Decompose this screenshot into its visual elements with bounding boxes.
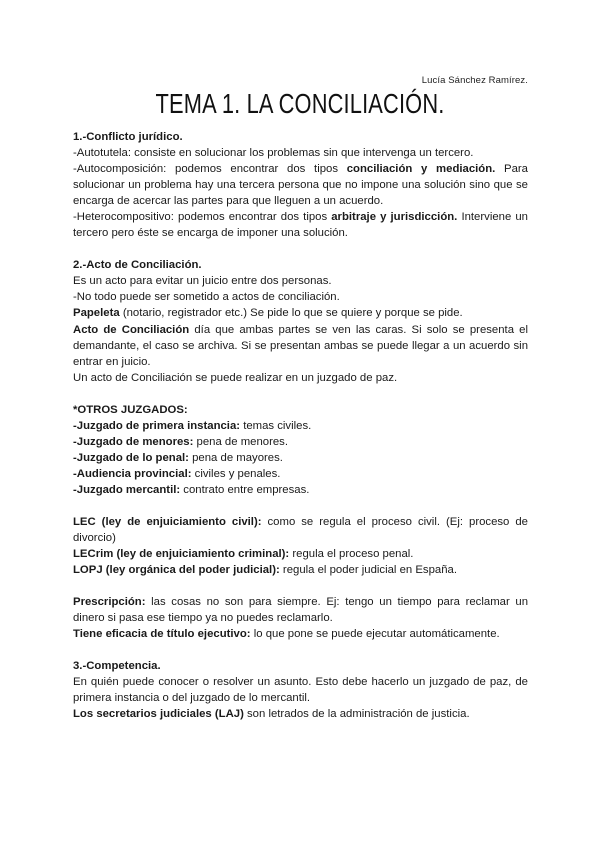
- list-item: -Juzgado de menores: pena de menores.: [73, 435, 288, 448]
- paragraph-lec: LEC (ley de enjuiciamiento civil): como se regula el proceso civil. (Ej: proceso de divorcio): [73, 515, 528, 545]
- paragraph-competencia: En quién puede conocer o resolver un asunto. Esto debe hacerlo un juzgado de paz, de primera instancia o del juzgado de lo mercantil.: [73, 676, 528, 705]
- page-title: TEMA 1. LA CONCILIACIÓN.: [155, 88, 445, 119]
- paragraph-heterocompositivo: -Heterocompositivo: podemos encontrar dos tipos arbitraje y jurisdicción. Interviene un tercero pero éste se encarga de imponer una solución.: [73, 211, 528, 240]
- document-body: [73, 129, 528, 723]
- paragraph-acto-conciliacion: Acto de Conciliación día que ambas partes se ven las caras. Si solo se presenta el demandante, el caso se archiva. Si se presentan ambas se puede llegar a un acuerdo sin entrar en juicio.: [73, 323, 528, 368]
- paragraph-autocomposicion: -Autocomposición: podemos encontrar dos tipos conciliación y mediación. Para solucionar un problema hay una tercera persona que no impone una solución sino que se encarga de acercar las partes para que lleguen a un acuerdo.: [73, 163, 528, 208]
- section-heading-otros: *OTROS JUZGADOS:: [73, 403, 188, 416]
- list-item: -Juzgado de primera instancia: temas civiles.: [73, 419, 312, 432]
- paragraph-acto-1: Es un acto para evitar un juicio entre dos personas.: [73, 275, 332, 288]
- list-item: -Juzgado mercantil: contrato entre empresas.: [73, 483, 310, 496]
- paragraph-lopj: LOPJ (ley orgánica del poder judicial): regula el poder judicial en España.: [73, 564, 457, 577]
- section-heading-competencia: 3.-Competencia.: [73, 660, 161, 673]
- paragraph-juzgado-paz: Un acto de Conciliación se puede realizar en un juzgado de paz.: [73, 371, 398, 384]
- paragraph-acto-2: -No todo puede ser sometido a actos de conciliación.: [73, 291, 340, 304]
- paragraph-prescripcion: Prescripción: las cosas no son para siempre. Ej: tengo un tiempo para reclamar un dinero si pasa ese tiempo ya no puedes reclamarlo.: [73, 596, 528, 625]
- paragraph-titulo-ejecutivo: Tiene eficacia de título ejecutivo: lo que pone se puede ejecutar automáticamente.: [73, 628, 500, 641]
- list-item: -Audiencia provincial: civiles y penales.: [73, 467, 281, 480]
- paragraph-secretarios: Los secretarios judiciales (LAJ) son letrados de la administración de justicia.: [73, 708, 470, 721]
- list-item: -Juzgado de lo penal: pena de mayores.: [73, 451, 283, 464]
- paragraph-lecrim: LECrim (ley de enjuiciamiento criminal): regula el proceso penal.: [73, 548, 414, 561]
- author-name: Lucía Sánchez Ramírez.: [421, 75, 528, 86]
- section-heading-conflicto: 1.-Conflicto jurídico.: [73, 131, 183, 143]
- section-heading-acto: 2.-Acto de Conciliación.: [73, 259, 202, 272]
- paragraph-autotutela: -Autotutela: consiste en solucionar los problemas sin que intervenga un tercero.: [73, 147, 474, 160]
- paragraph-papeleta: Papeleta (notario, registrador etc.) Se pide lo que se quiere y porque se pide.: [73, 307, 463, 320]
